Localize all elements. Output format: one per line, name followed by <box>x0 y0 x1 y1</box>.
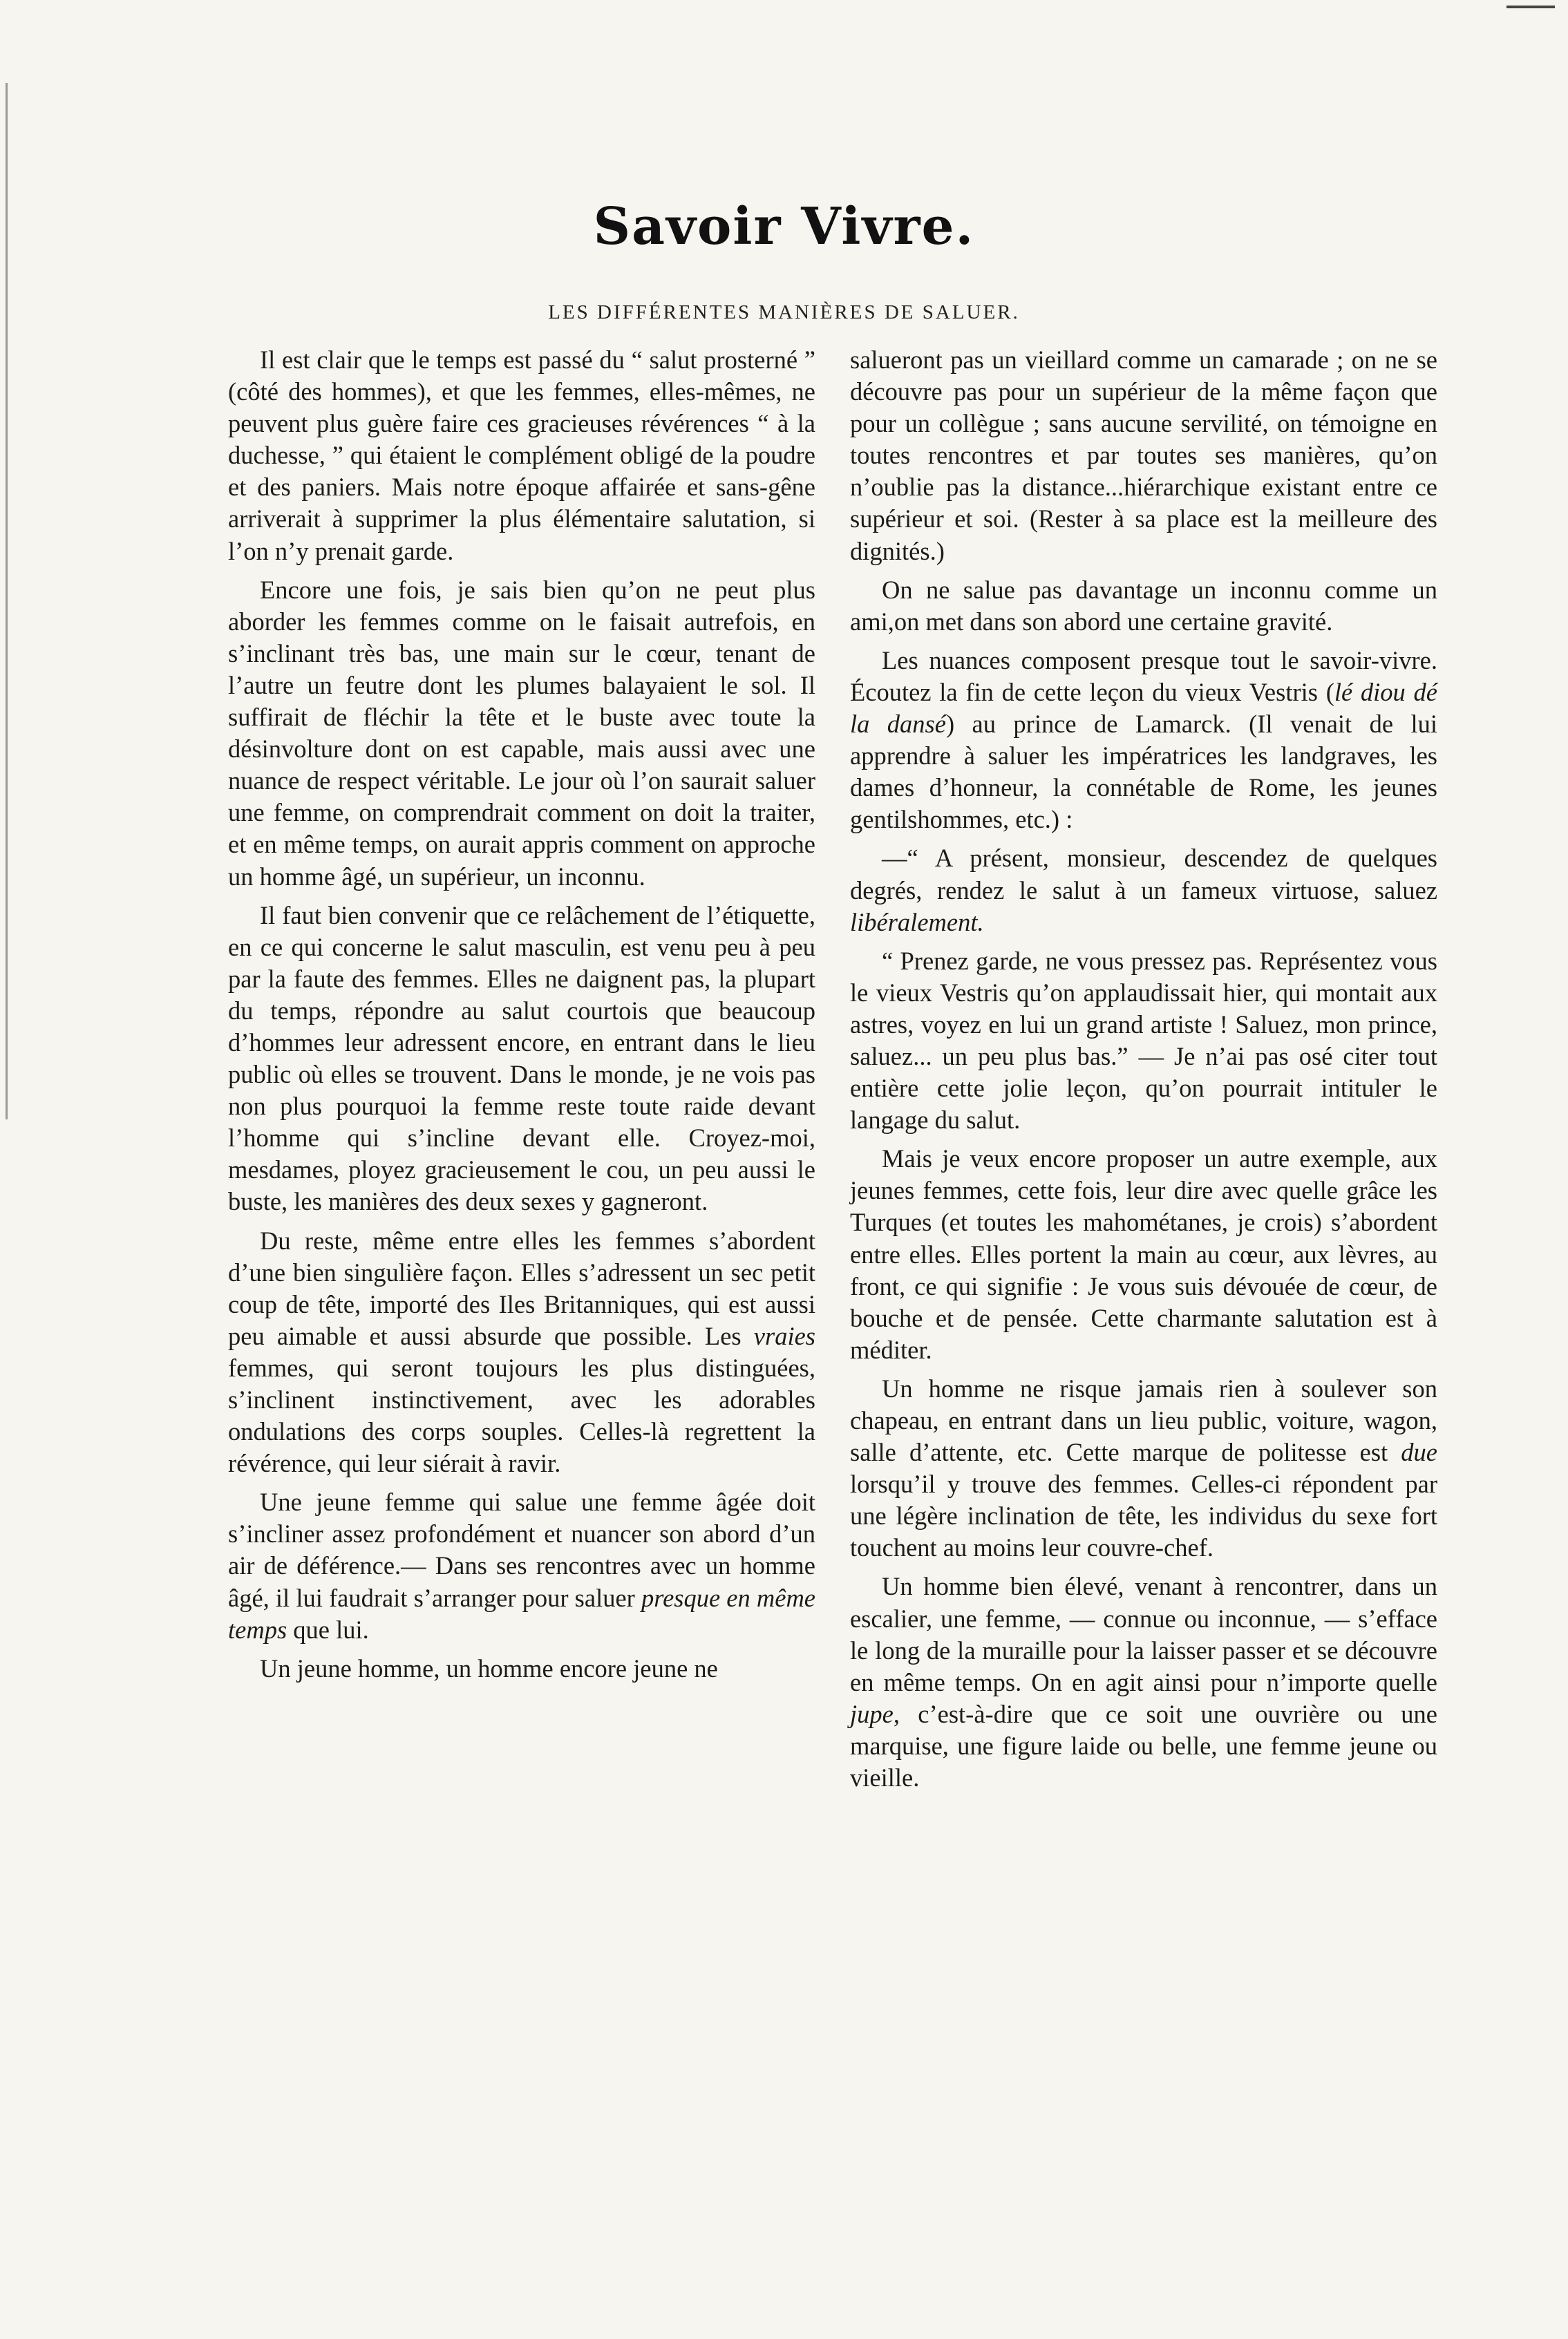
italic-text: lé diou dé la dansé <box>850 677 1437 739</box>
text-run: Du reste, même entre elles les femmes s’abordent d’une bien singulière façon. Elles s’adressent un sec petit coup de tête, importé des Iles Britanniques, qui est aussi peu aimable et aussi absurde que possible. Les <box>228 1226 815 1350</box>
paragraph: Il faut bien convenir que ce relâchement de l’étiquette, en ce qui concerne le salut masculin, est venu peu à peu par la faute des femmes. Elles ne daignent pas, la plupart du temps, répondre au salut courtois que beaucoup d’hommes leur adressent encore, en entrant dans le lieu public où elles se trouvent. Dans le monde, je ne vois pas non plus pourquoi la femme reste toute raide devant l’homme qui s’incline devant elle. Croyez-moi, mesdames, ployez gracieusement le cou, un peu aussi le buste, les manières des deux sexes y gagneront. <box>228 900 815 1216</box>
text-run: Une jeune femme qui salue une femme âgée doit s’incliner assez profondément et nuancer son abord d’un air de déférence.— Dans ses rencontres avec un homme âgé, il lui faudrait s’arranger pour saluer <box>228 1488 815 1612</box>
text-run: —“ A présent, monsieur, descendez de quelques degrés, rendez le salut à un fameux virtuose, saluez <box>850 844 1437 905</box>
paragraph <box>228 1486 815 1645</box>
italic-text: libéralement. <box>850 907 984 936</box>
text-run: Un homme bien élevé, venant à rencontrer, dans un escalier, une femme, — connue ou inconnue, — s’efface le long de la muraille pour la laisser passer et se découvre en même temps. On en agit ainsi pour n’importe quelle <box>850 1572 1437 1696</box>
paragraph: Un jeune homme, un homme encore jeune ne <box>260 1654 718 1683</box>
text-column-right <box>850 344 1437 1801</box>
italic-text: vraies <box>753 1321 815 1350</box>
corner-scan-mark <box>1506 6 1555 8</box>
italic-text: due <box>1401 1438 1437 1467</box>
paragraph: On ne salue pas davantage un inconnu comme un ami,on met dans son abord une certaine gravité. <box>850 575 1437 636</box>
paragraph: Mais je veux encore proposer un autre exemple, aux jeunes femmes, cette fois, leur dire avec quelle grâce les Turques (et toutes les mahométanes, je crois) s’abordent entre elles. Elles portent la main au cœur, aux lèvres, au front, ce qui signifie : Je vous suis dévouée de cœur, de bouche et de pensée. Cette charmante salutation est à méditer. <box>850 1144 1437 1364</box>
text-run: Les nuances composent presque tout le savoir-vivre. Écoutez la fin de cette leçon du vieux Vestris ( <box>850 645 1437 706</box>
paragraph-continuation: salueront pas un vieillard comme un camarade ; on ne se découvre pas pour un supérieur de la même façon que pour un collègue ; sans aucune servilité, on témoigne en toutes rencontres et par toutes ses manières, qu’on n’oublie pas la distance...hiérarchique existant entre ce supérieur et soi. (Rester à sa place est la meilleure des dignités.) <box>850 345 1437 565</box>
italic-text: jupe <box>850 1699 894 1728</box>
paragraph <box>850 1571 1437 1794</box>
text-run: Un homme ne risque jamais rien à soulever son chapeau, en entrant dans un lieu public, voiture, wagon, salle d’attente, etc. Cette marque de politesse est <box>850 1374 1437 1467</box>
text-column-left <box>228 344 815 1692</box>
paragraph <box>850 1373 1437 1564</box>
paragraph <box>850 645 1437 836</box>
text-run: ) au prince de Lamarck. (Il venait de lui apprendre à saluer les impératrices les landgraves, les dames d’honneur, la connétable de Rome, les jeunes gentilshommes, etc.) : <box>850 710 1438 834</box>
text-run: que lui. <box>287 1615 369 1644</box>
paragraph: “ Prenez garde, ne vous pressez pas. Représentez vous le vieux Vestris qu’on applaudissait hier, qui montait aux astres, voyez en lui un grand artiste ! Saluez, mon prince, saluez... un peu plus bas.” — Je n’ai pas osé citer tout entière cette jolie leçon, qu’on pourrait intituler le langage du salut. <box>850 946 1437 1135</box>
text-run: femmes, qui seront toujours les plus distinguées, s’inclinent instinctivement, avec les adorables ondulations des corps souples. Celles-là regrettent la révérence, qui leur siérait à ravir. <box>228 1353 815 1478</box>
paragraph: Il est clair que le temps est passé du “ salut prosterné ” (côté des hommes), et que les femmes, elles-mêmes, ne peuvent plus guère faire ces gracieuses révérences “ à la duchesse, ” qui étaient le complément obligé de la poudre et des paniers. Mais notre époque affairée et sans-gêne arriverait à supprimer la plus élémentaire salutation, si l’on n’y prenait garde. <box>228 345 815 565</box>
text-run: , c’est-à-dire que ce soit une ouvrière ou une marquise, une figure laide ou belle, une femme jeune ou vieille. <box>850 1699 1437 1792</box>
article-subtitle: LES DIFFÉRENTES MANIÈRES DE SALUER. <box>548 301 1020 323</box>
paragraph <box>850 842 1437 938</box>
italic-text: presque en même temps <box>228 1583 816 1644</box>
paragraph <box>228 1225 815 1480</box>
paragraph: Encore une fois, je sais bien qu’on ne peut plus aborder les femmes comme on le faisait autrefois, en s’inclinant très bas, une main sur le cœur, tenant de l’autre un feutre dont les plumes balayaient le sol. Il suffirait de fléchir la tête et le buste avec toute la désinvolture dont on est capable, mais aussi avec une nuance de respect véritable. Le jour où l’on saurait saluer une femme, on comprendrait comment on doit la traiter, et en même temps, on aurait appris comment on approche un homme âgé, un supérieur, un inconnu. <box>228 575 815 891</box>
article-title: Savoir Vivre. <box>593 197 975 256</box>
text-run: lorsqu’il y trouve des femmes. Celles-ci répondent par une légère inclination de tête, les individus du sexe fort touchent au moins leur couvre-chef. <box>850 1470 1437 1562</box>
